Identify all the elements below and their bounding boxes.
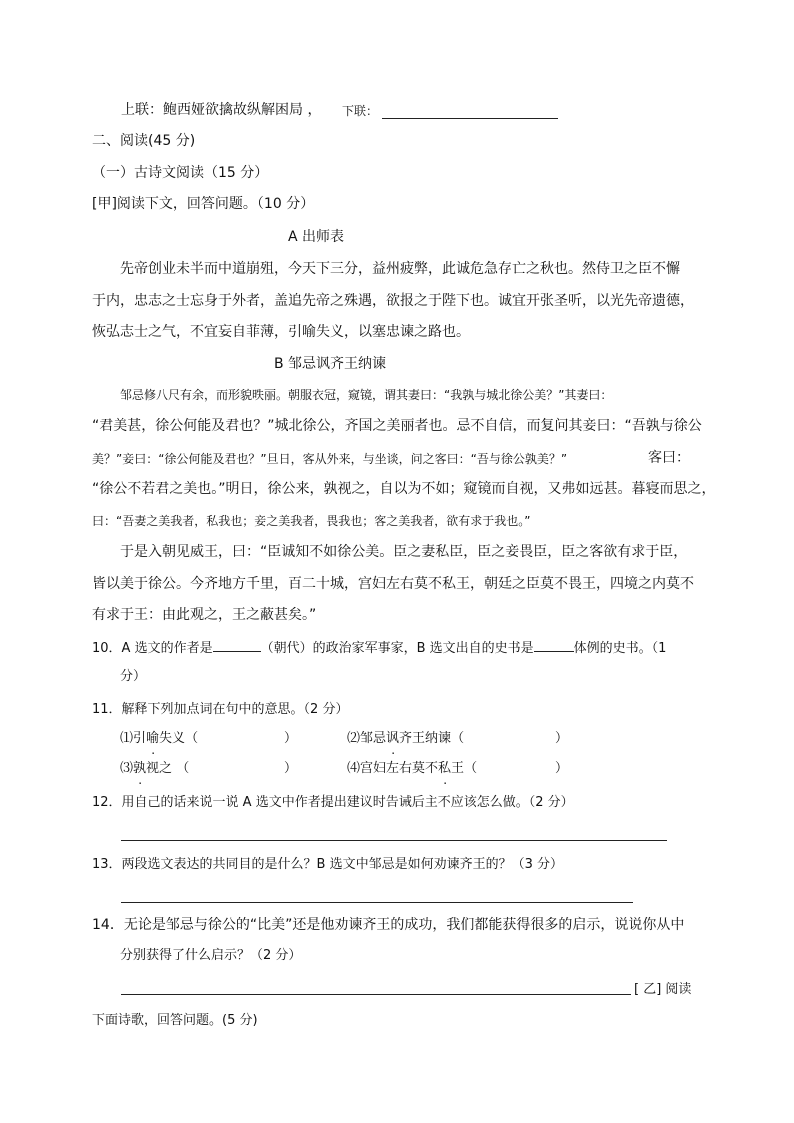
text-b-line: “君美甚，徐公何能及君也？”城北徐公，齐国之美丽者也。忌不自信，而复问其妾曰：“吾孰与徐公 bbox=[92, 418, 702, 434]
text-b-line: 皆以美于徐公。今齐地方千里，百二十城，宫妇左右莫不私王，朝廷之臣莫不畏王，四境之内莫不 bbox=[92, 576, 694, 592]
q11-item-3-close: ） bbox=[284, 761, 298, 776]
text-b-title: B 邹忌讽齐王纳谏 bbox=[274, 356, 387, 372]
text-b-line: 邹忌修八尺有余，而形貌昳丽。朝服衣冠，窥镜，谓其妻曰：“我孰与城北徐公美？”其妻曰： bbox=[120, 388, 613, 402]
q12-answer-line[interactable] bbox=[121, 840, 667, 841]
q11-item-3: ⑶孰视之 （ bbox=[120, 761, 190, 776]
couplet-lower-label: 下联： bbox=[342, 104, 379, 118]
q11-item-2-close: ） bbox=[555, 731, 569, 746]
jia-intro: [甲]阅读下文，回答问题。（10 分） bbox=[92, 196, 315, 212]
q10-blank-2[interactable] bbox=[534, 637, 574, 652]
q10-blank-1[interactable] bbox=[213, 637, 261, 652]
question-12: 12．用自己的话来说一说 A 选文中作者提出建议时告诫后主不应该怎么做。（2 分） bbox=[92, 795, 574, 810]
q11-item-1-close: ） bbox=[284, 731, 298, 746]
q10-text-b: （朝代）的政治家军事家，B 选文出自的史书是 bbox=[260, 641, 534, 656]
question-11: 11．解释下列加点词在句中的意思。（2 分） bbox=[92, 702, 349, 717]
text-a-line: 先帝创业未半而中道崩殂，今天下三分，益州疲弊，此诚危急存亡之秋也。然侍卫之臣不懈 bbox=[120, 261, 680, 277]
text-a-line: 于内，忠志之士忘身于外者，盖追先帝之殊遇，欲报之于陛下也。诚宜开张圣听，以光先帝遗德， bbox=[92, 293, 694, 309]
q10-text-c: 体例的史书。（1 bbox=[573, 641, 667, 656]
text-b-line: 有求于王：由此观之，王之蔽甚矣。” bbox=[92, 607, 317, 623]
couplet-upper: 上联：鲍西娅欲擒故纵解困局 ， bbox=[121, 102, 322, 118]
couplet-answer-line[interactable] bbox=[382, 118, 558, 119]
question-13: 13．两段选文表达的共同目的是什么？B 选文中邹忌是如何劝谏齐王的？（3 分） bbox=[92, 857, 563, 872]
question-10 bbox=[92, 637, 666, 659]
text-b-line: 曰：“吾妻之美我者，私我也；妾之美我者，畏我也；客之美我者，欲有求于我也。” bbox=[92, 514, 531, 528]
text-a-title: A 出师表 bbox=[288, 229, 345, 245]
part-heading: （一）古诗文阅读（15 分） bbox=[92, 165, 269, 181]
question-14: 14．无论是邹忌与徐公的“比美”还是他劝谏齐王的成功，我们都能获得很多的启示，说说你从中 bbox=[92, 917, 685, 933]
text-b-line: 于是入朝见威王，曰：“臣诚知不如徐公美。臣之妻私臣，臣之妾畏臣，臣之客欲有求于臣， bbox=[120, 544, 688, 560]
yi-intro: 下面诗歌，回答问题。(5 分) bbox=[92, 1013, 258, 1028]
q14-answer-line[interactable] bbox=[121, 994, 631, 995]
q10-text-a: 10．A 选文的作者是 bbox=[92, 641, 213, 656]
yi-heading-tail: [ 乙] 阅读 bbox=[634, 982, 692, 997]
question-14-cont: 分别获得了什么启示？（2 分） bbox=[120, 948, 302, 963]
q11-item-1: ⑴引喻失义（ bbox=[120, 731, 199, 746]
text-b-line: 美？”妾曰：“徐公何能及君也？”旦日，客从外来，与坐谈，问之客曰：“吾与徐公孰美？” bbox=[92, 452, 568, 466]
q13-answer-line[interactable] bbox=[121, 902, 633, 903]
question-10-tail: 分） bbox=[120, 669, 147, 684]
q11-item-4: ⑷宫妇左右莫不私王（ bbox=[347, 761, 478, 776]
text-b-line: 客曰： bbox=[648, 450, 690, 466]
text-b-line: “徐公不若君之美也。”明日，徐公来，孰视之，自以为不如；窥镜而自视，又弗如远甚。暮寝而思之， bbox=[92, 481, 716, 497]
section-heading: 二、阅读(45 分) bbox=[92, 133, 196, 149]
q11-item-2: ⑵邹忌讽齐王纳谏（ bbox=[347, 731, 465, 746]
text-a-line: 恢弘志士之气，不宜妄自菲薄，引喻失义，以塞忠谏之路也。 bbox=[92, 324, 470, 340]
q11-item-4-close: ） bbox=[555, 761, 569, 776]
